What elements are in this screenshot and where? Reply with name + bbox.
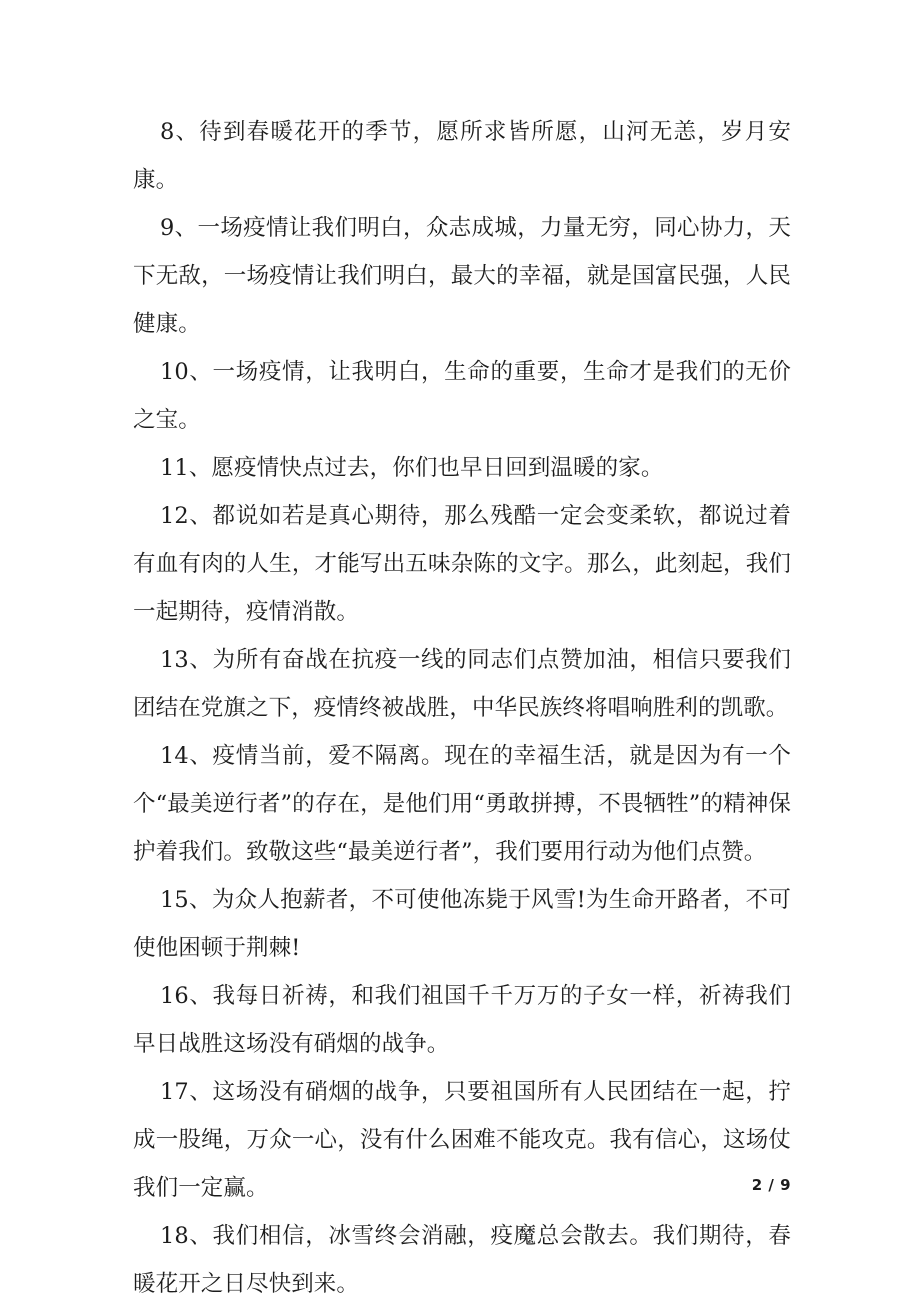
paragraph-item-15: 15、为众人抱薪者，不可使他冻毙于风雪!为生命开路者，不可使他困顿于荆棘! xyxy=(133,887,791,961)
paragraph-item-8: 8、待到春暖花开的季节，愿所求皆所愿，山河无恙，岁月安康。 xyxy=(133,119,791,193)
paragraph-item-11: 11、愿疫情快点过去，你们也早日回到温暖的家。 xyxy=(160,455,664,481)
paragraph-item-17: 17、这场没有硝烟的战争，只要祖国所有人民团结在一起，拧成一股绳，万众一心，没有什么困难不能攻克。我有信心，这场仗我们一定赢。 xyxy=(133,1079,791,1201)
paragraph-item-10: 10、一场疫情，让我明白，生命的重要，生命才是我们的无价之宝。 xyxy=(133,359,791,433)
paragraph-item-18: 18、我们相信，冰雪终会消融，疫魔总会散去。我们期待，春暖花开之日尽快到来。 xyxy=(133,1223,791,1297)
paragraph-item-12: 12、都说如若是真心期待，那么残酷一定会变柔软，都说过着有血有肉的人生，才能写出五味杂陈的文字。那么，此刻起，我们一起期待，疫情消散。 xyxy=(133,503,791,625)
paragraph-item-16: 16、我每日祈祷，和我们祖国千千万万的子女一样，祈祷我们早日战胜这场没有硝烟的战争。 xyxy=(133,983,791,1057)
paragraph-item-9: 9、一场疫情让我们明白，众志成城，力量无穷，同心协力，天下无敌，一场疫情让我们明白，最大的幸福，就是国富民强，人民健康。 xyxy=(133,215,791,337)
document-body xyxy=(133,108,791,1302)
paragraph-item-14: 14、疫情当前，爱不隔离。现在的幸福生活，就是因为有一个个“最美逆行者”的存在，是他们用“勇敢拼搏，不畏牺牲”的精神保护着我们。致敬这些“最美逆行者”，我们要用行动为他们点赞。 xyxy=(133,743,791,865)
paragraph-item-13: 13、为所有奋战在抗疫一线的同志们点赞加油，相信只要我们团结在党旗之下，疫情终被战胜，中华民族终将唱响胜利的凯歌。 xyxy=(133,647,791,721)
page-number-footer: 2 / 9 xyxy=(751,1176,791,1194)
